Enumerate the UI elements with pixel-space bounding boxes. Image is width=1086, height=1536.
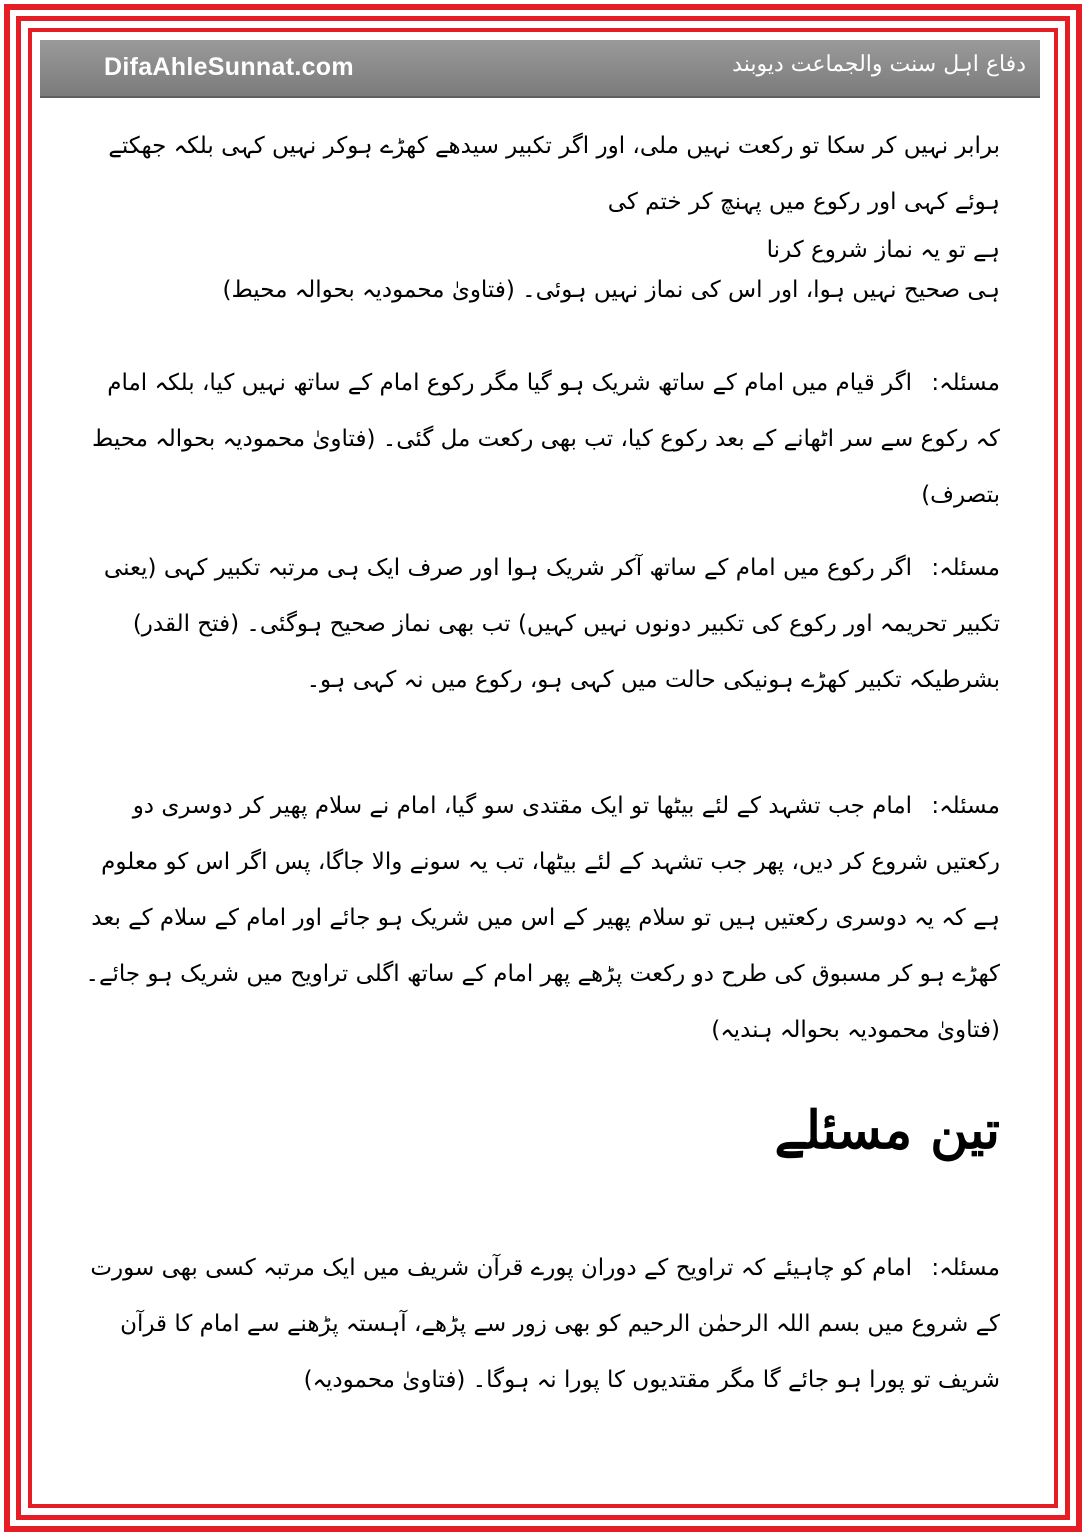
masla-label: مسئلہ: [931,793,1000,819]
text-line: ہی صحیح نہیں ہوا، اور اس کی نماز نہیں ہوئی۔ (فتاویٰ محمودیہ بحوالہ محیط) [222,277,1000,303]
text-line: ہے تو یہ نماز شروع کرنا [766,237,1000,263]
section-heading: تین مسئلے [774,1100,1000,1161]
masla-label: مسئلہ: [931,370,1000,396]
site-name: DifaAhleSunnat.com [104,53,354,81]
masla-paragraph-3 [80,540,1000,708]
masla-text: اگر رکوع میں امام کے ساتھ آکر شریک ہوا اور صرف ایک ہی مرتبہ تکبیر کہی (یعنی تکبیر تحریمہ اور رکوع کی تکبیر دونوں نہیں کہیں) تب بھی نماز صحیح ہوگئی۔ (فتح القدر) بشرطیکہ تکبیر کھڑے ہونیکی حالت میں کہی ہو، رکوع میں نہ کہی ہو۔ [103,555,1000,693]
header-title: دفاع اہل سنت والجماعت دیوبند [732,52,1026,77]
masla-text: امام جب تشہد کے لئے بیٹھا تو ایک مقتدی سو گیا، امام نے سلام پھیر کر دوسری دو رکعتیں شروع کر دیں، پھر جب تشہد کے لئے بیٹھا، تب یہ سونے والا جاگا، پس اگر اس کو معلوم ہے کہ یہ دوسری رکعتیں ہیں تو سلام پھیر کے اس میں شریک ہو جائے اور امام کے سلام کے بعد کھڑے ہو کر مسبوق کی طرح دو رکعت پڑھے پھر امام کے ساتھ اگلی تراویح میں شریک ہو جائے۔ (فتاویٰ محمودیہ بحوالہ ہندیہ) [85,793,1000,1043]
masla-text: اگر قیام میں امام کے ساتھ شریک ہو گیا مگر رکوع امام کے ساتھ نہیں کیا، بلکہ امام کہ رکوع سے سر اٹھانے کے بعد رکوع کیا، تب بھی رکعت مل گئی۔ (فتاویٰ محمودیہ بحوالہ محیط بتصرف) [92,370,1000,508]
masla-paragraph-2 [80,355,1000,523]
masla-label: مسئلہ: [931,555,1000,581]
masla-text: امام کو چاہیئے کہ تراویح کے دوران پورے قرآن شریف میں ایک مرتبہ کسی بھی سورت کے شروع میں بسم اللہ الرحمٰن الرحیم کو بھی زور سے پڑھے، آہستہ پڑھنے سے امام کا قرآن شریف تو پورا ہو جائے گا مگر مقتدیوں کا پورا نہ ہوگا۔ (فتاویٰ محمودیہ) [90,1255,1000,1393]
text-line: برابر نہیں کر سکا تو رکعت نہیں ملی، اور اگر تکبیر سیدھے کھڑے ہوکر نہیں کہی بلکہ جھکتے ہوئے کہی اور رکوع میں پہنچ کر ختم کی [108,133,1000,215]
masla-paragraph-5 [80,1240,1000,1408]
page-header [40,40,1040,98]
masla-paragraph-4 [80,778,1000,1058]
paragraph-1 [80,118,1000,310]
masla-label: مسئلہ: [931,1255,1000,1281]
